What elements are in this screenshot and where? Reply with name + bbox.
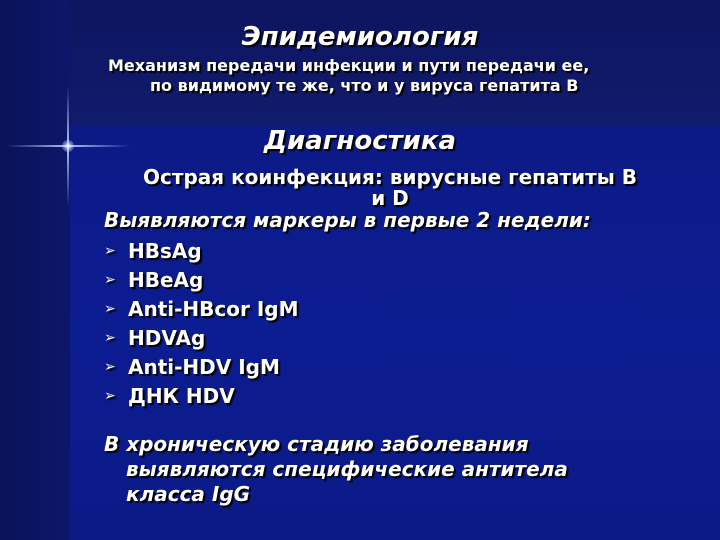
marker-label: HBeAg: [128, 267, 204, 292]
arrowhead-bullet-icon: ➢: [104, 358, 116, 375]
epidemiology-text-line-2: по видимому те же, что и у вируса гепатита В: [150, 76, 579, 95]
list-item: [104, 236, 299, 265]
arrowhead-bullet-icon: ➢: [104, 271, 116, 288]
coinfection-text-line-1: Острая коинфекция: вирусные гепатиты В: [143, 165, 637, 189]
section-title-epidemiology: Эпидемиология: [241, 22, 479, 52]
arrowhead-bullet-icon: ➢: [104, 300, 116, 317]
marker-label: ДНК HDV: [128, 383, 235, 408]
chronic-text-line-1: В хроническую стадию заболевания: [104, 432, 529, 456]
marker-label: Anti-HBcor IgM: [128, 296, 299, 321]
arrowhead-bullet-icon: ➢: [104, 387, 116, 404]
arrowhead-bullet-icon: ➢: [104, 329, 116, 346]
section-title-diagnostics: Диагностика: [263, 126, 457, 156]
coinfection-text-line-2: и D: [371, 186, 409, 210]
list-item: [104, 323, 299, 352]
list-item: [104, 352, 299, 381]
chronic-text-line-3: класса IgG: [126, 482, 251, 506]
list-item: [104, 265, 299, 294]
arrowhead-bullet-icon: ➢: [104, 242, 116, 259]
list-item: [104, 381, 299, 410]
epidemiology-text-line-1: Механизм передачи инфекции и пути передачи ее,: [108, 56, 590, 75]
markers-list: [104, 236, 299, 410]
markers-heading: Выявляются маркеры в первые 2 недели:: [104, 208, 591, 232]
marker-label: HDVAg: [128, 325, 206, 350]
list-item: [104, 294, 299, 323]
marker-label: Anti-HDV IgM: [128, 354, 280, 379]
chronic-text-line-2: выявляются специфические антитела: [126, 457, 568, 481]
background-left-band: [0, 0, 70, 540]
marker-label: HBsAg: [128, 238, 202, 263]
